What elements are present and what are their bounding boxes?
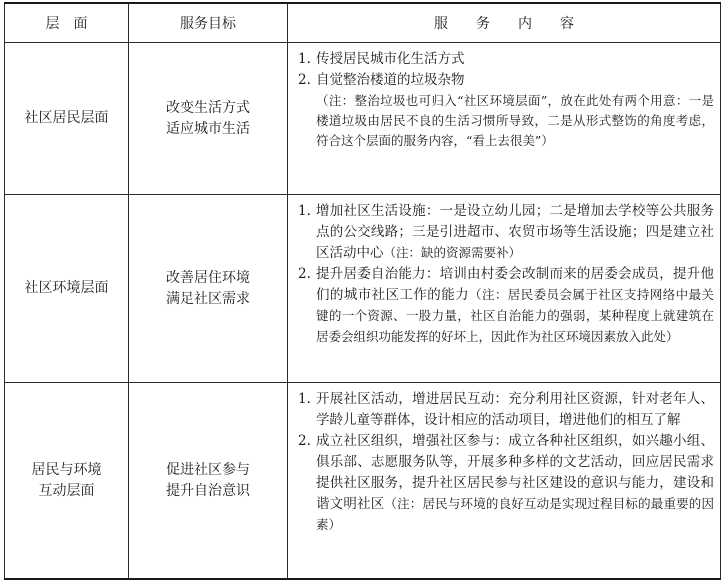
level-cell [5,43,129,195]
content-cell [288,195,721,383]
goal-cell [129,195,288,383]
item-number: 1. [298,391,311,407]
content-cell [288,43,721,195]
item-note: （注：居民与环境的良好互动是实现过程目标的最重要的因素） [316,496,714,532]
table-row [5,383,721,580]
table-row [5,43,721,195]
item-note: （注：整治垃圾也可归入“社区环境层面”，放在此处有两个用意：一是楼道垃圾由居民不良的生活习惯所导致，二是从形式整饬的角度考虑，符合这个层面的服务内容，“看上去很美”） [316,93,714,148]
goal-line: 适应城市生活 [166,120,250,137]
goal-line: 满足社区需求 [166,290,250,307]
goal-line: 提升自治意识 [166,482,250,499]
item-number: 2. [298,266,311,282]
goal-line: 改变生活方式 [166,99,250,116]
goal-cell [129,383,288,580]
item-text: 自觉整治楼道的垃圾杂物 [316,72,465,88]
goal-line: 改善居住环境 [166,269,250,286]
list-item [298,389,714,431]
content-list [298,49,714,91]
table-row [5,195,721,383]
service-table [4,2,721,580]
level-line: 居民与环境 [31,461,102,478]
item-text: 成立社区组织，增强社区参与：成立各种社区组织，如兴趣小组、俱乐部、志愿服务队等，开展多种多样的文艺活动，回应居民需求提供社区服务，提升社区居民参与社区建设的意识与能力，建设和谐文明社区 [316,433,714,512]
list-item [298,431,714,536]
level-cell [5,195,129,383]
item-number: 1. [298,203,311,219]
item-text: 增加社区生活设施：一是设立幼儿园；二是增加去学校等公共服务点的公交线路；三是引进超市、农贸市场等生活设施；四是建立社区活动中心 [316,203,714,261]
item-note: （注：缺的资源需要补） [383,245,522,260]
list-item [298,201,714,264]
item-text: 开展社区活动，增进居民互动：充分利用社区资源，针对老年人、学龄儿童等群体，设计相应的活动项目，增进他们的相互了解 [316,391,714,428]
list-item [298,264,714,348]
header-content: 服 务 内 容 [288,3,721,43]
list-item [298,49,714,70]
level-line: 互动层面 [38,482,95,499]
header-level: 层 面 [5,3,129,43]
content-cell [288,383,721,580]
item-note: （注：居民委员会属于社区支持网络中最关键的一个资源、一股力量，社区自治能力的强弱，某种程度上就建筑在居委会组织功能发挥的好坏上，因此作为社区环境因素放入此处） [316,287,714,344]
list-item [298,70,714,91]
goal-line: 促进社区参与 [166,461,250,478]
level-cell [5,383,129,580]
header-goal: 服务目标 [129,3,288,43]
item-number: 2. [298,433,311,449]
table-header-row [5,3,721,43]
item-number: 2. [298,72,311,88]
item-text: 传授居民城市化生活方式 [316,51,465,67]
content-list [298,201,714,348]
content-list [298,389,714,536]
level-text: 社区环境层面 [24,280,109,296]
item-text: 提升居委自治能力：培训由村委会改制而来的居委会成员，提升他们的城市社区工作的能力 [316,266,714,303]
goal-cell [129,43,288,195]
item-number: 1. [298,51,311,67]
level-text: 社区居民层面 [24,110,109,126]
